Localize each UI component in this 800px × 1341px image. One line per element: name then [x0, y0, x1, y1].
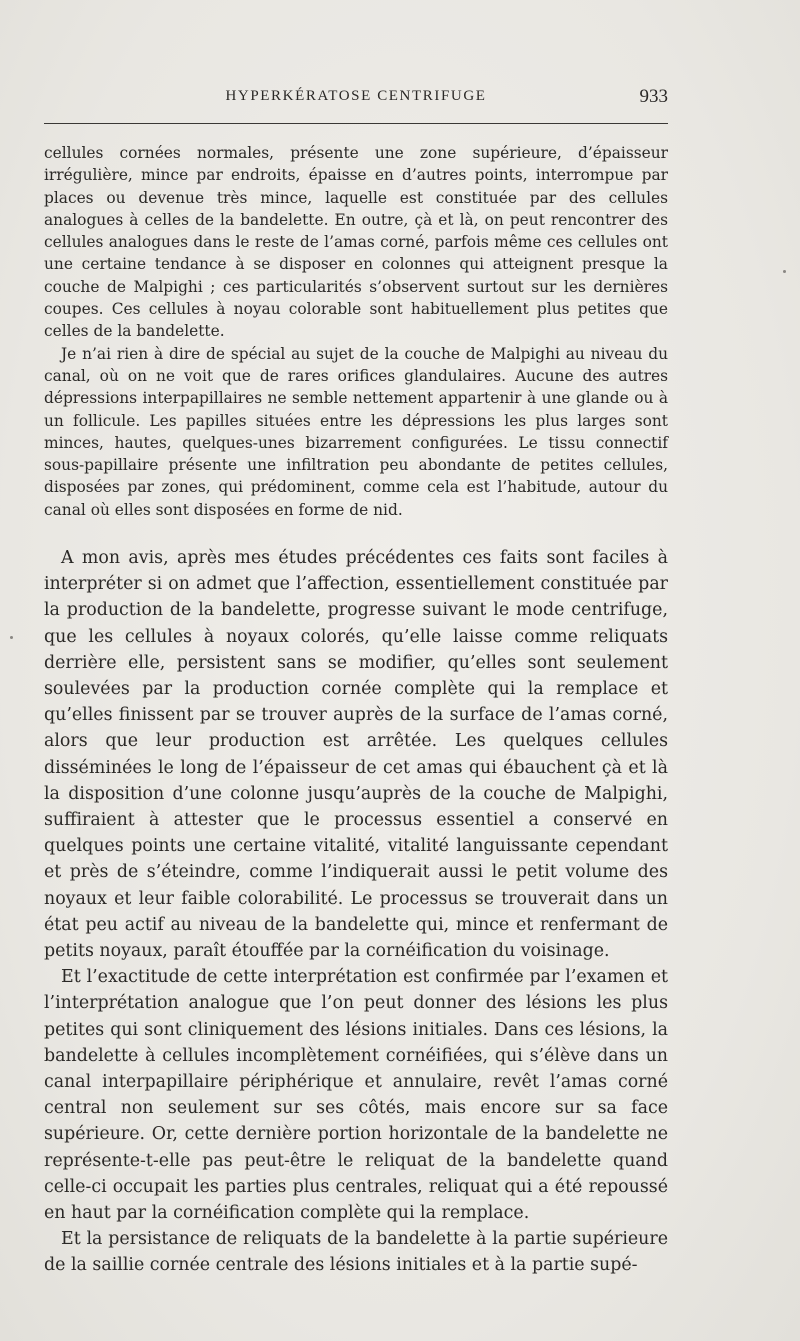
page-number: 933	[639, 86, 668, 107]
main-text-section	[44, 545, 668, 1279]
paragraph-large-3: Et la persistance de reliquats de la bandelette à la partie supérieure de la saillie cornée centrale des lésions initiales et à la partie supé-	[44, 1229, 668, 1276]
paragraph-small-2: Je n’ai rien à dire de spécial au sujet de la couche de Malpighi au niveau du canal, où on ne voit que de rares orifices glandulaires. Aucune des autres dépressions interpapillaires ne semble nettement appartenir à une glande ou à un follicule. Les papilles situées entre les dépressions les plus larges sont minces, hautes, quelques-unes bizarrement configurées. Le tissu connectif sous-papillaire présente une infiltration peu abondante de petites cellules, disposées par zones, qui prédominent, comme cela est l’habitude, autour du canal où elles sont disposées en forme de nid.	[44, 344, 668, 519]
paragraph-large-1: A mon avis, après mes études précédentes ces faits sont faciles à interpréter si on admet que l’affection, essentiellement constituée par la production de la bandelette, progresse suivant le mode centrifuge, que les cellules à noyaux colorés, qu’elle laisse comme reliquats derrière elle, persistent sans se modifier, qu’elles sont seulement soulevées par la production cornée complète qui la remplace et qu’elles finissent par se trouver auprès de la surface de l’amas corné, alors que leur production est arrêtée. Les quelques cellules disséminées le long de l’épaisseur de cet amas qui ébauchent çà et là la disposition d’une colonne jusqu’auprès de la couche de Malpighi, suffiraient à attester que le processus essentiel a conservé en quelques points une certaine vitalité, vitalité languissante cependant et près de s’éteindre, comme l’indiquerait aussi le petit volume des noyaux et leur faible colorabilité. Le processus se trouverait dans un état peu actif au niveau de la bandelette qui, mince et renfermant de petits noyaux, paraît étouffée par la cornéification du voisinage.	[44, 548, 668, 962]
running-title: HYPERKÉRATOSE CENTRIFUGE	[225, 88, 487, 104]
margin-speck	[783, 270, 786, 273]
small-print-section	[44, 142, 668, 521]
margin-speck	[10, 636, 13, 639]
header-rule	[44, 123, 668, 124]
paragraph-small-1: cellules cornées normales, présente une zone supérieure, d’épaisseur irrégulière, mince par endroits, épaisse en d’autres points, interrompue par places ou devenue très mince, laquelle est constituée par des cellules analogues à celles de la bandelette. En outre, çà et là, on peut rencontrer des cellules analogues dans le reste de l’amas corné, parfois même ces cellules ont une certaine tendance à se disposer en colonnes qui atteignent presque la couche de Malpighi ; ces particularités s’observent surtout sur les dernières coupes. Ces cellules à noyau colorable sont habituellement plus petites que celles de la bandelette.	[44, 144, 668, 341]
page-header	[44, 88, 668, 112]
paragraph-large-2: Et l’exactitude de cette interprétation est confirmée par l’examen et l’interprétation analogue que l’on peut donner des lésions les plus petites qui sont cliniquement des lésions initiales. Dans ces lésions, la bandelette à cellules incomplètement cornéifiées, qui s’élève dans un canal interpapillaire périphérique et annulaire, revêt l’amas corné central non seulement sur ses côtés, mais encore sur sa face supérieure. Or, cette dernière portion horizontale de la bandelette ne représente-t-elle pas peut-être le reliquat de la bandelette quand celle-ci occupait les parties plus centrales, reliquat qui a été repoussé en haut par la cornéification complète qui la remplace.	[44, 967, 668, 1224]
